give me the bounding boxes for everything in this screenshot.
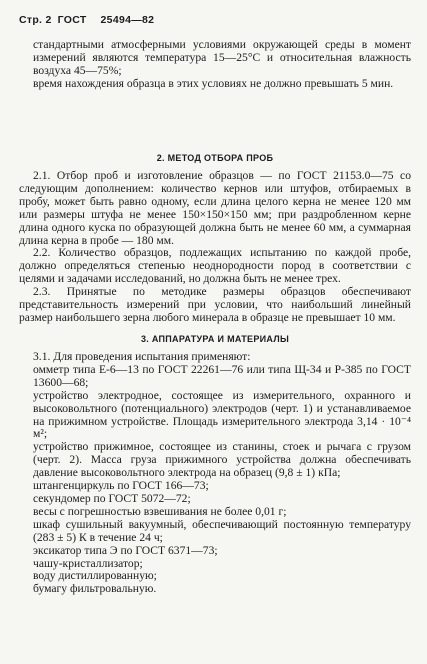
intro-paragraph-1: стандартными атмосферными условиями окружающей среды в момент измерений являются температура 15—25°С и относительная влажность воздуха 45—75%; (33, 38, 411, 77)
section-2-title: 2. МЕТОД ОТБОРА ПРОБ (156, 153, 274, 163)
list-item: устройство электродное, состоящее из измерительного, охранного и высоковольтного (потенциального) электродов (черт. 1) и устанавливаемое на прижимном устройстве. Площадь измерительного электрода 3,14 · 10⁻⁴ м²; (33, 388, 411, 441)
list-item: бумагу фильтровальную. (33, 582, 157, 596)
section-2-body (19, 170, 411, 325)
page-header (19, 14, 160, 26)
section-3-body (19, 351, 411, 596)
intro-paragraph-2: время нахождения образца в этих условиях не должно превышать 5 мин. (33, 76, 394, 90)
list-item: штангенциркуль по ГОСТ 166—73; (33, 479, 209, 493)
list-item: эксикатор типа Э по ГОСТ 6371—73; (33, 543, 218, 557)
list-item: чашу-кристаллизатор; (33, 556, 143, 570)
list-item: омметр типа Е-6—13 по ГОСТ 22261—76 или типа Щ-34 и Р-385 по ГОСТ 13600—68; (33, 362, 411, 389)
standard-number: 25494—82 (100, 14, 155, 26)
intro-block (19, 39, 411, 91)
page-number: Стр. 2 (19, 14, 52, 26)
section-3-title: 3. АППАРАТУРА И МАТЕРИАЛЫ (140, 334, 290, 344)
list-item: весы с погрешностью взвешивания не более 0,01 г; (33, 504, 287, 518)
equipment-list (19, 364, 411, 596)
paragraph-3-1: 3.1. Для проведения испытания применяют: (33, 350, 251, 363)
list-item: секундомер по ГОСТ 5072—72; (33, 491, 191, 505)
list-item: устройство прижимное, состоящее из станины, стоек и рычага с грузом (черт. 2). Масса груза прижимного устройства должна обеспечивать давление высоковольтного электрода на образец (9,8 ± 1) кПа; (33, 440, 411, 480)
standard-label: ГОСТ (57, 14, 87, 26)
paragraph-2-1: 2.1. Отбор проб и изготовление образцов — по ГОСТ 21153.0—75 со следующим дополнением: количество кернов или штуфов, отбираемых в пробу, может быть равно одному, если длина целого керна не менее 120 мм или размеры штуфа не менее 150×150×150 мм; при раздробленном керне длина одного куска по образующей должна быть не менее 60 мм, а суммарная длина керна в пробе — 180 мм. (19, 169, 411, 247)
paragraph-2-2: 2.2. Количество образцов, подлежащих испытанию по каждой пробе, должно определяться степенью неоднородности пород в соответствии с целями и задачами исследований, но должна быть не менее трех. (19, 246, 411, 286)
list-item: воду дистиллированную; (33, 569, 157, 583)
paragraph-2-3: 2.3. Принятые по методике размеры образцов обеспечивают представительность измерений при условии, что наибольший линейный размер наибольшего зерна любого минерала в образце не превышает 10 мм. (19, 285, 411, 324)
list-item: шкаф сушильный вакуумный, обеспечивающий постоянную температуру (283 ± 5) К в течение 24 ч; (33, 517, 411, 544)
